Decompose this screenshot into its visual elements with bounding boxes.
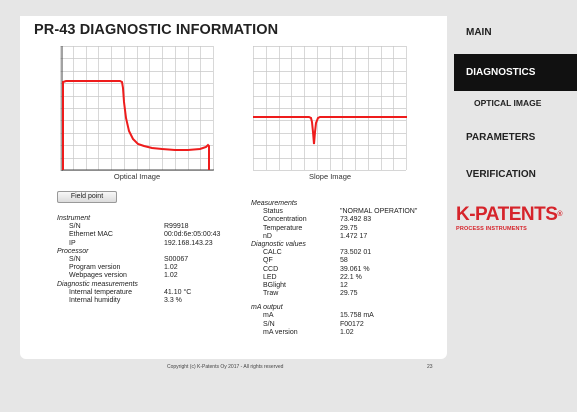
info-row	[57, 240, 257, 248]
info-label: CCD	[263, 265, 279, 273]
info-value: 73.502 01	[340, 249, 372, 257]
info-value: "NORMAL OPERATION"	[340, 208, 418, 216]
info-value: 1.02	[164, 264, 178, 272]
info-label: Concentration	[263, 216, 307, 224]
info-row	[251, 312, 447, 320]
registered-mark: ®	[557, 211, 563, 218]
info-row	[57, 297, 257, 305]
info-row	[251, 274, 447, 282]
info-row	[251, 329, 447, 337]
instrument-section	[57, 215, 257, 305]
info-value: 1.02	[340, 328, 354, 336]
info-row	[251, 233, 447, 241]
info-label: mA version	[263, 328, 298, 336]
optical-image-chart	[60, 46, 214, 171]
info-label: IP	[69, 239, 76, 247]
info-row	[57, 256, 257, 264]
measurements-section	[251, 200, 447, 337]
info-value: 29.75	[340, 290, 358, 298]
content-panel	[20, 16, 447, 359]
info-row	[251, 321, 447, 329]
nav-item-optical-image[interactable]: OPTICAL IMAGE	[474, 98, 542, 108]
spacer	[251, 298, 447, 304]
info-label: Internal temperature	[69, 288, 133, 296]
info-label: CALC	[263, 249, 282, 257]
info-label: Internal humidity	[69, 296, 121, 304]
page-number: 23	[427, 364, 433, 370]
info-label: S/N	[69, 255, 81, 263]
info-value: 192.168.143.23	[164, 239, 213, 247]
info-row	[251, 290, 447, 298]
info-label: S/N	[69, 223, 81, 231]
info-label: QF	[263, 257, 273, 265]
info-row	[251, 249, 447, 257]
info-value: 73.492 83	[340, 216, 372, 224]
slope-grid	[253, 46, 407, 171]
optical-grid	[60, 46, 214, 171]
info-row	[57, 264, 257, 272]
info-value: 1.02	[164, 272, 178, 280]
slope-image-caption: Slope Image	[308, 172, 352, 181]
info-label: Program version	[69, 264, 121, 272]
info-row	[251, 266, 447, 274]
info-row	[251, 257, 447, 265]
info-value: F00172	[340, 320, 364, 328]
info-row	[57, 272, 257, 280]
info-label: S/N	[263, 320, 275, 328]
info-value: 00:0d:6e:05:00:43	[164, 231, 221, 239]
info-row	[57, 231, 257, 239]
nav-item-diagnostics[interactable]: DIAGNOSTICS	[454, 54, 577, 91]
nav-item-main[interactable]: MAIN	[466, 27, 492, 38]
processor-heading: Processor	[57, 247, 89, 255]
logo-tagline: PROCESS INSTRUMENTS	[456, 226, 527, 232]
diagnostic-values-heading: Diagnostic values	[251, 240, 306, 248]
info-value: R99918	[164, 223, 189, 231]
logo-wordmark	[456, 205, 566, 225]
info-label: Status	[263, 208, 283, 216]
info-label: Webpages version	[69, 272, 127, 280]
info-value: 29.75	[340, 224, 358, 232]
instrument-heading: Instrument	[57, 215, 91, 222]
info-label: LED	[263, 273, 277, 281]
info-label: Ethernet MAC	[69, 231, 113, 239]
optical-image-caption: Optical Image	[113, 172, 161, 181]
info-value: 41.10 °C	[164, 288, 192, 296]
field-point-button[interactable]: Field point	[57, 191, 117, 203]
info-label: Temperature	[263, 224, 303, 232]
measurements-heading: Measurements	[251, 200, 298, 207]
info-row	[251, 208, 447, 216]
optical-image-plot	[60, 46, 214, 171]
info-row	[251, 282, 447, 290]
info-label: Traw	[263, 290, 279, 298]
info-row	[57, 223, 257, 231]
slope-curve	[253, 117, 407, 144]
info-value: 58	[340, 257, 348, 265]
copyright-text: Copyright (c) K-Patents Oy 2017 - All rights reserved	[167, 364, 284, 370]
page-title: PR-43 DIAGNOSTIC INFORMATION	[34, 22, 279, 38]
info-value: 22.1 %	[340, 273, 362, 281]
info-label: BGlight	[263, 281, 286, 289]
info-value: S00067	[164, 255, 189, 263]
info-value: 39.061 %	[340, 265, 370, 273]
optical-curve	[63, 81, 209, 170]
info-value: 15.758 mA	[340, 312, 374, 320]
nav-item-verification[interactable]: VERIFICATION	[466, 169, 536, 180]
k-patents-logo	[456, 205, 566, 232]
info-row	[251, 225, 447, 233]
nav-item-parameters[interactable]: PARAMETERS	[466, 132, 536, 143]
slope-image-chart	[253, 46, 407, 171]
info-value: 3.3 %	[164, 296, 182, 304]
info-label: mA	[263, 312, 274, 320]
info-value: 12	[340, 281, 348, 289]
slope-image-plot	[253, 46, 407, 171]
info-label: nD	[263, 232, 272, 240]
info-row	[57, 289, 257, 297]
logo-name: K-PATENTS	[456, 204, 558, 225]
info-row	[251, 216, 447, 224]
ma-output-heading: mA output	[251, 304, 283, 312]
diagnostic-measurements-heading: Diagnostic measurements	[57, 280, 138, 288]
info-value: 1.472 17	[340, 232, 368, 240]
